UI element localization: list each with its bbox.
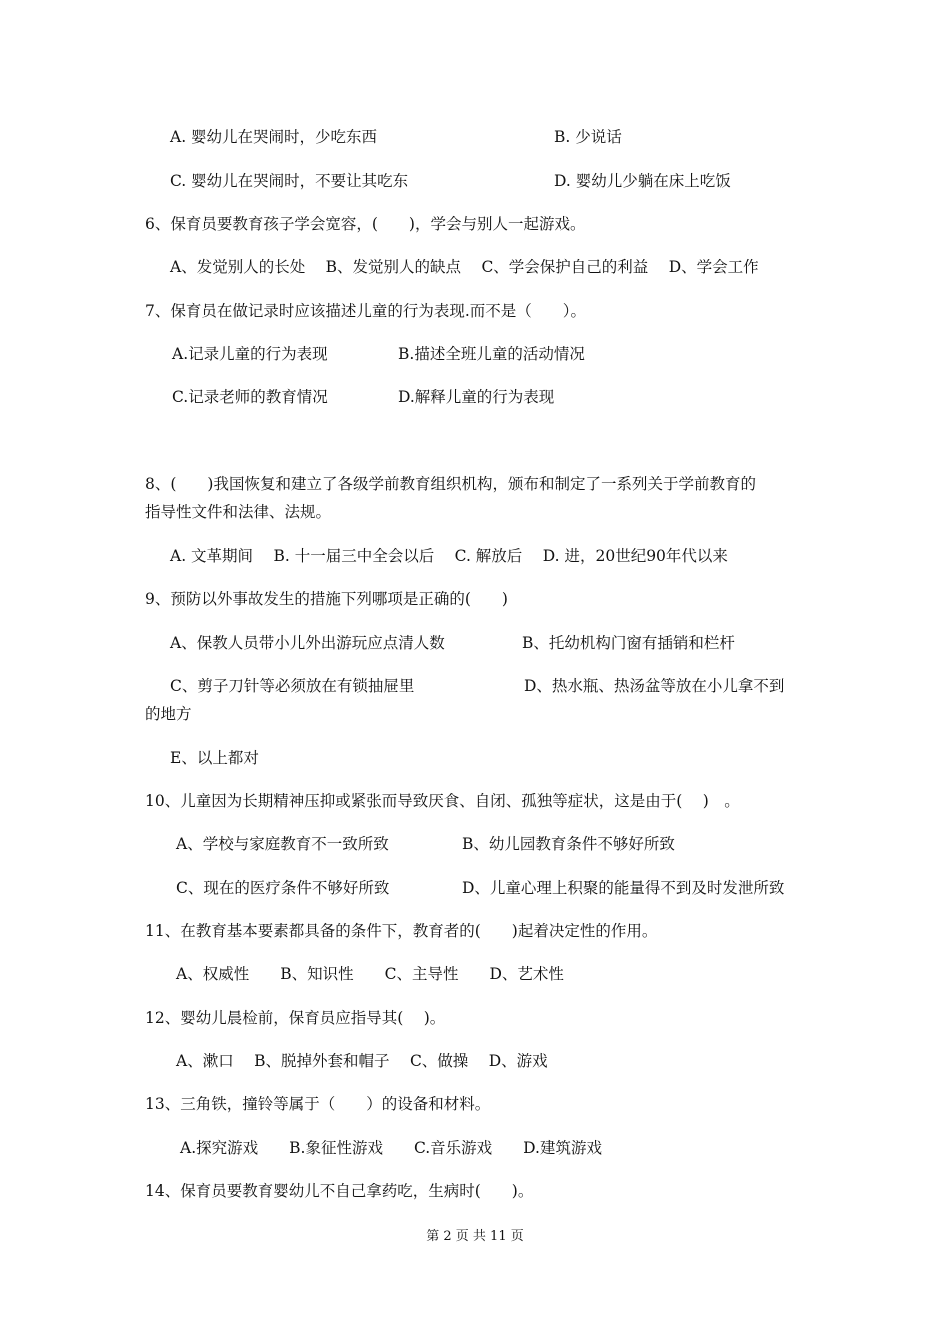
text-line: D. 婴幼儿少躺在床上吃饭 [554, 172, 731, 190]
text-line: 10、儿童因为长期精神压抑或紧张而导致厌食、自闭、孤独等症状，这是由于( ) 。 [145, 792, 740, 810]
text-line: A. 婴幼儿在哭闹时，少吃东西 [170, 128, 378, 146]
text-line: A.记录儿童的行为表现 [172, 345, 328, 363]
text-line: 14、保育员要教育婴幼儿不自己拿药吃，生病时( )。 [145, 1182, 534, 1200]
text-line: D.解释儿童的行为表现 [398, 388, 555, 406]
text-line: 7、保育员在做记录时应该描述儿童的行为表现.而不是（ ）。 [145, 302, 587, 320]
text-line: A、漱口 B、脱掉外套和帽子 C、做操 D、游戏 [176, 1052, 548, 1070]
text-line: 9、预防以外事故发生的措施下列哪项是正确的( ) [145, 590, 508, 608]
text-line: A、发觉别人的长处 B、发觉别人的缺点 C、学会保护自己的利益 D、学会工作 [170, 258, 759, 276]
text-line: 的地方 [145, 705, 192, 723]
text-line: A、权威性 B、知识性 C、主导性 D、艺术性 [176, 965, 564, 983]
text-line: B. 少说话 [554, 128, 622, 146]
text-line: E、以上都对 [170, 749, 259, 767]
text-line: B、托幼机构门窗有插销和栏杆 [522, 634, 735, 652]
page-footer: 第 2 页 共 11 页 [426, 1229, 524, 1244]
text-line: A.探究游戏 B.象征性游戏 C.音乐游戏 D.建筑游戏 [180, 1139, 602, 1157]
text-line: A、学校与家庭教育不一致所致 [176, 835, 389, 853]
text-line: A、保教人员带小儿外出游玩应点清人数 [170, 634, 445, 652]
text-line: 11、在教育基本要素都具备的条件下，教育者的( )起着决定性的作用。 [145, 922, 658, 940]
text-line: C、剪子刀针等必须放在有锁抽屉里 [170, 677, 415, 695]
text-line: 6、保育员要教育孩子学会宽容，( )，学会与别人一起游戏。 [145, 215, 586, 233]
text-line: D、儿童心理上积聚的能量得不到及时发泄所致 [462, 879, 785, 897]
text-line: A. 文革期间 B. 十一届三中全会以后 C. 解放后 D. 进，20世纪90年代以来 [170, 547, 728, 565]
text-line: 13、三角铁，撞铃等属于（ ）的设备和材料。 [145, 1095, 491, 1113]
text-line: C. 婴幼儿在哭闹时，不要让其吃东 [170, 172, 409, 190]
text-line: B、幼儿园教育条件不够好所致 [462, 835, 675, 853]
text-line: D、热水瓶、热汤盆等放在小儿拿不到 [524, 677, 785, 695]
text-line: 12、婴幼儿晨检前，保育员应指导其( )。 [145, 1009, 446, 1027]
text-line: B.描述全班儿童的活动情况 [398, 345, 585, 363]
text-line: 指导性文件和法律、法规。 [145, 503, 332, 521]
text-line: C、现在的医疗条件不够好所致 [176, 879, 390, 897]
text-line: 8、( )我国恢复和建立了各级学前教育组织机构，颁布和制定了一系列关于学前教育的 [145, 475, 756, 493]
text-line: C.记录老师的教育情况 [172, 388, 328, 406]
